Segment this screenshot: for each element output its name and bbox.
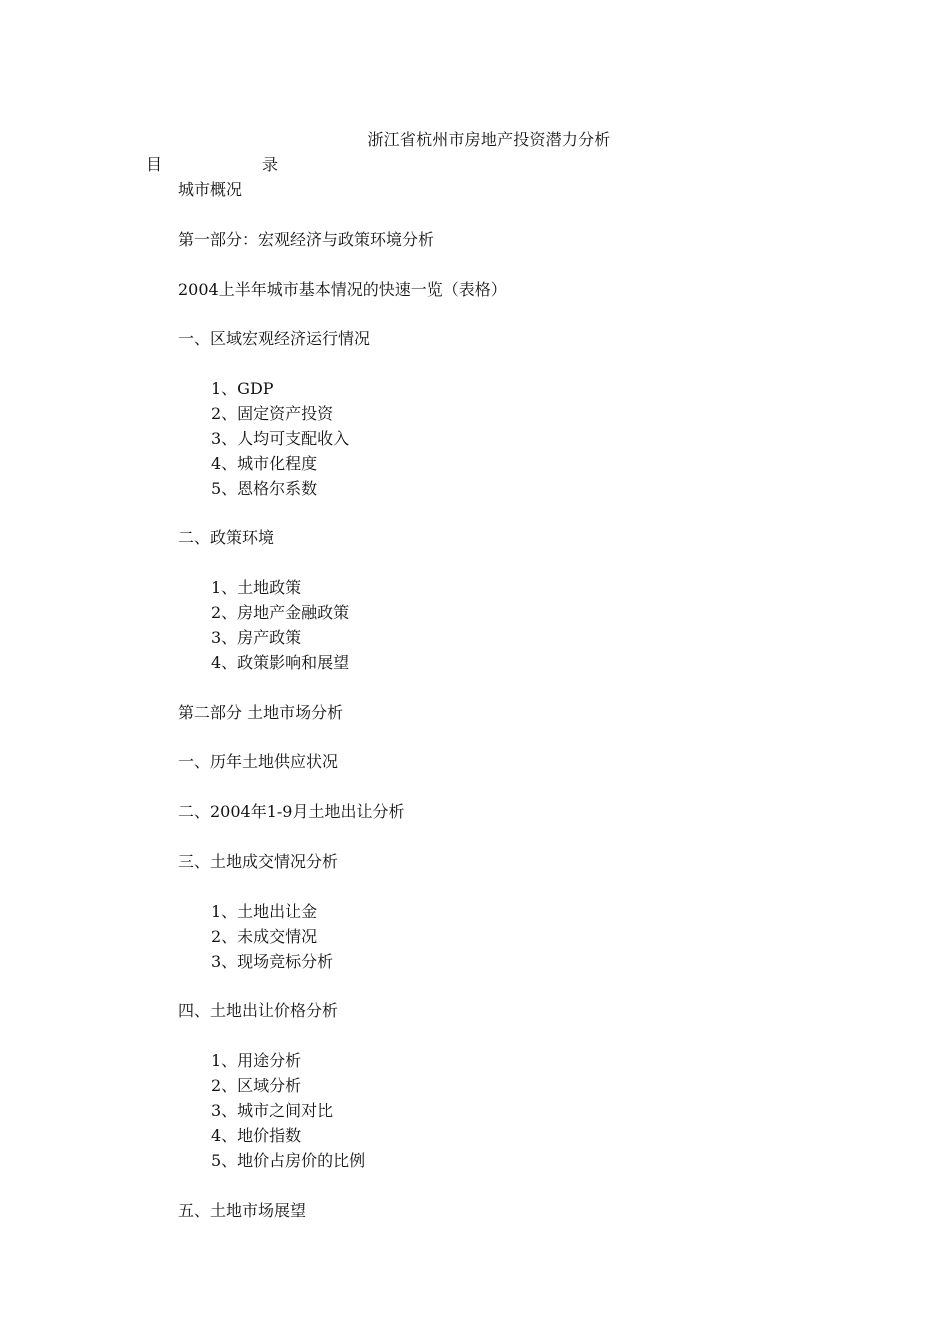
toc-heading <box>146 153 286 177</box>
toc-spacer <box>178 352 507 377</box>
toc-spacer <box>178 1174 507 1199</box>
toc-spacer <box>178 1024 507 1049</box>
toc-subitem-unsold: 2、未成交情况 <box>211 926 318 946</box>
toc-subitem-finance-policy: 2、房地产金融政策 <box>211 603 350 623</box>
toc-subitem-engel-coefficient: 5、恩格尔系数 <box>211 478 318 498</box>
toc-item-quick-overview: 2004上半年城市基本情况的快速一览（表格） <box>178 279 507 299</box>
toc-item-land-transfer-2004: 二、2004年1-9月土地出让分析 <box>178 802 405 822</box>
document-title: 浙江省杭州市房地产投资潜力分析 <box>367 130 611 149</box>
toc-heading-left: 目 <box>146 155 163 174</box>
toc-subitem-price-index: 4、地价指数 <box>211 1125 302 1145</box>
toc-spacer <box>178 676 507 701</box>
toc-item-policy-environment: 二、政策环境 <box>178 528 275 548</box>
toc-spacer <box>178 975 507 1000</box>
toc-spacer <box>178 302 507 327</box>
toc-item-part-two: 第二部分 土地市场分析 <box>178 702 344 722</box>
toc-spacer <box>178 551 507 576</box>
toc-subitem-usage: 1、用途分析 <box>211 1051 302 1071</box>
toc-spacer <box>178 253 507 278</box>
toc-spacer <box>178 726 507 751</box>
toc-heading-right: 录 <box>262 155 279 174</box>
toc-spacer <box>178 203 507 228</box>
toc-subitem-disposable-income: 3、人均可支配收入 <box>211 428 350 448</box>
toc-spacer <box>178 825 507 850</box>
toc-subitem-policy-outlook: 4、政策影响和展望 <box>211 652 350 672</box>
toc-item-regional-economy: 一、区域宏观经济运行情况 <box>178 329 371 349</box>
toc-spacer <box>178 502 507 527</box>
toc-item-land-price: 四、土地出让价格分析 <box>178 1001 339 1021</box>
toc-subitem-regional: 2、区域分析 <box>211 1076 302 1096</box>
toc-subitem-transfer-fees: 1、土地出让金 <box>211 901 318 921</box>
toc-subitem-price-ratio: 5、地价占房价的比例 <box>211 1150 366 1170</box>
toc-subitem-housing-policy: 3、房产政策 <box>211 628 302 648</box>
toc-subitem-gdp: 1、GDP <box>211 379 274 399</box>
toc-subitem-land-policy: 1、土地政策 <box>211 578 302 598</box>
toc-item-land-transactions: 三、土地成交情况分析 <box>178 852 339 872</box>
toc-item-part-one: 第一部分：宏观经济与政策环境分析 <box>178 229 435 249</box>
toc-subitem-city-comparison: 3、城市之间对比 <box>211 1100 334 1120</box>
toc-subitem-bidding: 3、现场竞标分析 <box>211 951 334 971</box>
toc-item-market-outlook: 五、土地市场展望 <box>178 1200 307 1220</box>
toc-spacer <box>178 775 507 800</box>
toc-spacer <box>178 875 507 900</box>
toc-item-city-overview: 城市概况 <box>178 180 243 199</box>
toc-item-land-supply: 一、历年土地供应状况 <box>178 752 339 772</box>
toc-subitem-urbanization: 4、城市化程度 <box>211 453 318 473</box>
toc-list <box>178 178 507 1223</box>
toc-subitem-fixed-investment: 2、固定资产投资 <box>211 404 334 424</box>
